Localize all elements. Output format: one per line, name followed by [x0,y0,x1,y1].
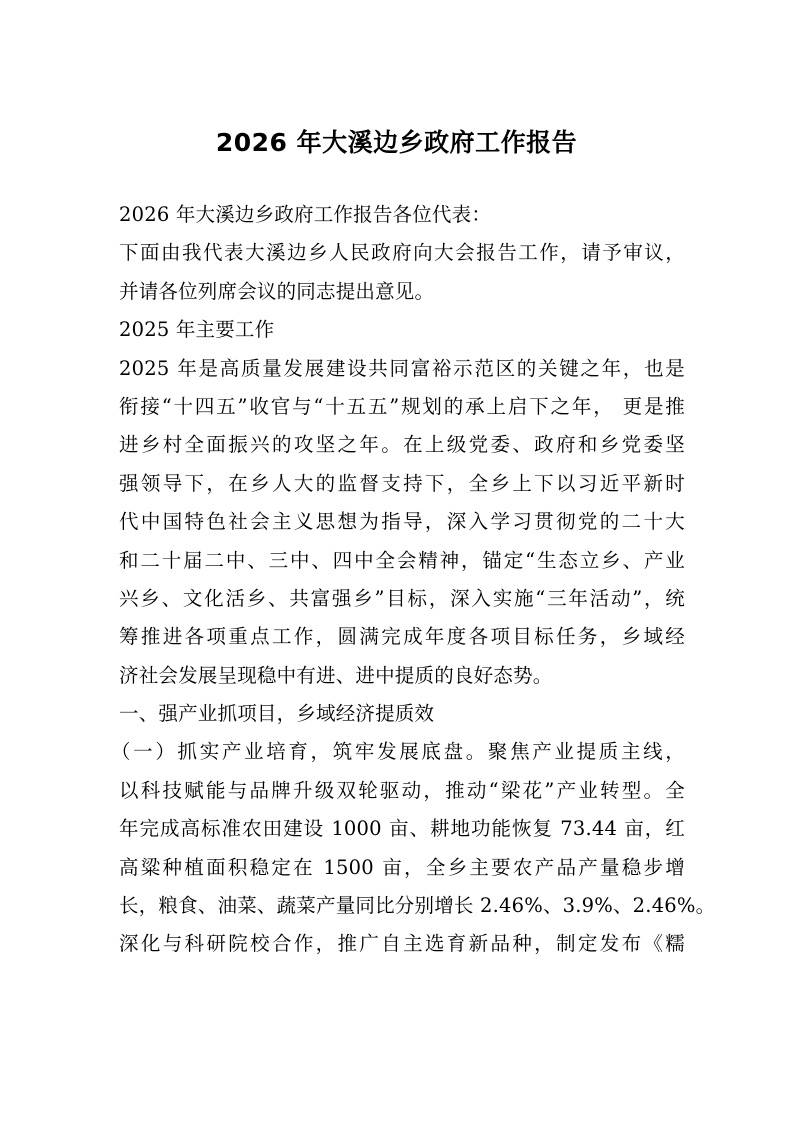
body-line: 代中国特色社会主义思想为指导，深入学习贯彻党的二十大 [119,510,685,534]
subsection-line: （一）抓实产业培育，筑牢发展底盘。聚焦产业提质主线， [111,740,685,764]
body-line: 长，粮食、油菜、蔬菜产量同比分别增长 2.46%、3.9%、2.46%。 [119,894,716,918]
body-line: 以科技赋能与品牌升级双轮驱动，推动“梁花”产业转型。全 [119,778,685,802]
document-title: 2026 年大溪边乡政府工作报告 [215,128,578,157]
body-line: 兴乡、文化活乡、共富强乡”目标，深入实施“三年活动”，统 [119,586,685,610]
body-line: 和二十届二中、三中、四中全会精神，锚定“生态立乡、产业 [119,548,685,572]
body-line: 筹推进各项重点工作，圆满完成年度各项目标任务，乡域经 [119,625,685,649]
document-body [111,196,716,964]
body-line: 衔接“十四五”收官与“十五五”规划的承上启下之年， 更是推 [119,394,685,418]
section-heading: 一、强产业抓项目，乡域经济提质效 [119,702,435,726]
body-line: 高粱种植面积稳定在 1500 亩，全乡主要农产品产量稳步增 [119,855,685,879]
section-heading: 2025 年主要工作 [119,318,275,342]
body-line: 济社会发展呈现稳中有进、进中提质的良好态势。 [119,663,553,687]
salutation-line: 2026 年大溪边乡政府工作报告各位代表： [119,203,492,226]
body-line: 进乡村全面振兴的攻坚之年。在上级党委、政府和乡党委坚 [119,433,685,457]
body-line: 年完成高标准农田建设 1000 亩、耕地功能恢复 73.44 亩，红 [119,817,685,841]
body-line: 并请各位列席会议的同志提出意见。 [119,279,435,303]
body-line: 下面由我代表大溪边乡人民政府向大会报告工作，请予审议， [119,241,685,265]
body-line: 深化与科研院校合作，推广自主选育新品种，制定发布《糯 [119,932,685,956]
body-line: 2025 年是高质量发展建设共同富裕示范区的关键之年，也是 [119,356,685,380]
body-line: 强领导下，在乡人大的监督支持下，全乡上下以习近平新时 [119,471,685,495]
